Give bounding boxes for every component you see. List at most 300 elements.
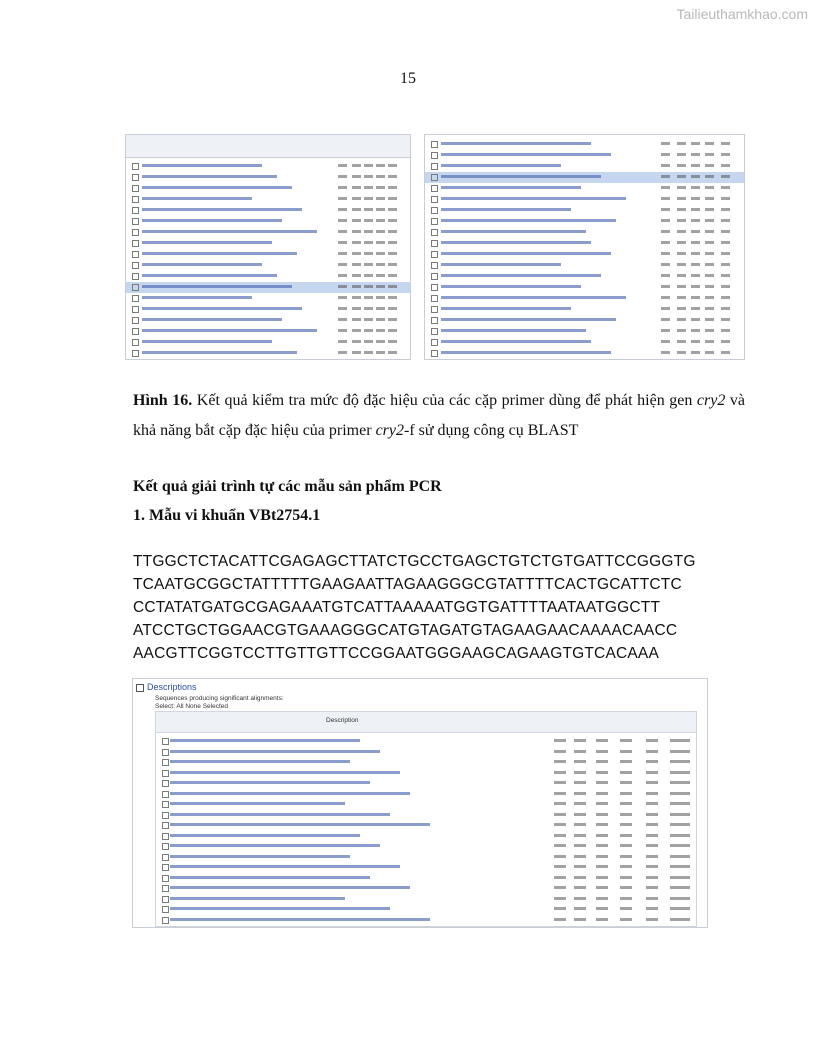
result-row[interactable] [425,260,744,271]
row-value [620,834,632,837]
result-row[interactable] [425,348,744,359]
row-value [352,285,361,288]
row-value [338,307,347,310]
row-value [376,241,385,244]
row-checkbox[interactable] [162,864,169,871]
row-value [620,876,632,879]
row-checkbox[interactable] [431,284,438,291]
row-value [554,918,566,921]
row-checkbox[interactable] [431,141,438,148]
row-value [646,844,658,847]
row-value [661,186,670,189]
row-description[interactable] [142,186,292,189]
row-description[interactable] [441,318,616,321]
row-value [364,197,373,200]
row-description[interactable] [170,886,410,889]
row-description[interactable] [170,823,430,826]
sequence-line: AACGTTCGGTCCTTGTTGTTCCGGAATGGGAAGCAGAAGTGTCACAAA [133,645,659,662]
row-description[interactable] [441,263,561,266]
result-row[interactable] [425,172,744,183]
row-value [352,219,361,222]
row-description[interactable] [441,175,601,178]
result-row[interactable] [156,799,696,810]
row-value [596,918,608,921]
row-checkbox[interactable] [162,822,169,829]
row-value [677,208,686,211]
row-description[interactable] [441,307,571,310]
row-checkbox[interactable] [162,896,169,903]
row-description[interactable] [441,252,611,255]
row-value [554,750,566,753]
page-number: 15 [400,70,416,87]
row-value [352,340,361,343]
row-checkbox[interactable] [431,273,438,280]
result-row[interactable] [126,249,410,260]
result-row[interactable] [126,194,410,205]
row-description[interactable] [170,897,345,900]
row-value [352,164,361,167]
result-row[interactable] [156,883,696,894]
row-value [620,760,632,763]
row-value [691,175,700,178]
row-value [670,855,690,858]
row-value [574,855,586,858]
row-value [670,834,690,837]
result-row[interactable] [126,293,410,304]
row-checkbox[interactable] [431,306,438,313]
row-checkbox[interactable] [431,185,438,192]
results-table-header [156,712,696,733]
row-value [691,241,700,244]
row-value [620,781,632,784]
row-checkbox[interactable] [431,152,438,159]
row-value [364,307,373,310]
row-value [721,208,730,211]
sequence-line: ATCCTGCTGGAACGTGAAAGGGCATGTAGATGTAGAAGAACAAAACAACC [133,622,678,639]
row-checkbox[interactable] [162,801,169,808]
descriptions-title[interactable]: Descriptions [136,682,197,692]
result-row[interactable] [126,271,410,282]
row-value [388,208,397,211]
row-value [574,834,586,837]
result-row[interactable] [126,172,410,183]
blast-descriptions-screenshot [132,678,708,928]
row-description[interactable] [441,340,591,343]
row-value [661,208,670,211]
row-description[interactable] [170,771,400,774]
row-value [376,296,385,299]
row-value [388,197,397,200]
row-checkbox[interactable] [132,163,139,170]
row-checkbox[interactable] [162,917,169,924]
row-description[interactable] [142,274,277,277]
row-value [691,208,700,211]
row-value [554,834,566,837]
row-checkbox[interactable] [132,317,139,324]
row-description[interactable] [170,907,390,910]
row-checkbox[interactable] [431,229,438,236]
row-value [705,153,714,156]
row-value [620,918,632,921]
row-description[interactable] [142,329,317,332]
result-row[interactable] [425,161,744,172]
row-description[interactable] [170,834,360,837]
row-value [352,329,361,332]
row-value [338,252,347,255]
row-value [388,186,397,189]
select-controls[interactable]: Select: All None Selected [155,703,228,710]
row-description[interactable] [441,219,616,222]
row-checkbox[interactable] [162,812,169,819]
row-checkbox[interactable] [431,174,438,181]
row-checkbox[interactable] [132,174,139,181]
row-checkbox[interactable] [132,185,139,192]
row-value [677,263,686,266]
result-row[interactable] [156,915,696,926]
row-checkbox[interactable] [132,229,139,236]
row-value [721,164,730,167]
row-description[interactable] [170,865,400,868]
row-value [352,274,361,277]
row-checkbox[interactable] [431,163,438,170]
row-checkbox[interactable] [162,759,169,766]
row-value [338,164,347,167]
result-row[interactable] [126,260,410,271]
row-checkbox[interactable] [132,262,139,269]
row-description[interactable] [142,307,302,310]
result-row[interactable] [126,337,410,348]
row-value [620,886,632,889]
row-value [554,781,566,784]
row-value [691,296,700,299]
row-value [721,274,730,277]
collapse-icon[interactable] [136,684,144,692]
result-row[interactable] [425,304,744,315]
result-row[interactable] [425,238,744,249]
row-value [620,813,632,816]
row-value [338,318,347,321]
row-value [620,739,632,742]
result-row[interactable] [126,205,410,216]
row-description[interactable] [441,274,601,277]
row-value [338,263,347,266]
result-row[interactable] [425,205,744,216]
row-value [388,263,397,266]
row-checkbox[interactable] [162,906,169,913]
row-value [691,329,700,332]
row-checkbox[interactable] [132,328,139,335]
row-checkbox[interactable] [431,218,438,225]
row-description[interactable] [142,208,302,211]
row-description[interactable] [170,750,380,753]
result-row[interactable] [425,326,744,337]
result-row[interactable] [425,216,744,227]
row-value [705,241,714,244]
row-value [705,142,714,145]
result-row[interactable] [126,326,410,337]
result-row[interactable] [126,315,410,326]
row-value [691,351,700,354]
row-value [574,886,586,889]
result-row[interactable] [425,139,744,150]
row-value [661,164,670,167]
row-value [705,296,714,299]
result-row[interactable] [425,150,744,161]
row-value [721,241,730,244]
row-value [364,208,373,211]
row-value [661,252,670,255]
row-value [388,285,397,288]
result-row[interactable] [126,282,410,293]
row-checkbox[interactable] [431,262,438,269]
row-value [646,865,658,868]
row-value [596,907,608,910]
row-value [574,781,586,784]
result-row[interactable] [156,904,696,915]
row-value [338,285,347,288]
row-description[interactable] [142,263,262,266]
row-value [646,876,658,879]
row-description[interactable] [142,318,282,321]
result-row[interactable] [126,216,410,227]
row-description[interactable] [142,340,272,343]
row-checkbox[interactable] [431,196,438,203]
row-checkbox[interactable] [162,770,169,777]
row-value [352,208,361,211]
row-value [352,318,361,321]
row-value [661,307,670,310]
row-value [661,340,670,343]
row-description[interactable] [170,802,345,805]
row-value [376,263,385,266]
row-description[interactable] [170,739,360,742]
row-checkbox[interactable] [132,284,139,291]
result-row[interactable] [156,736,696,747]
row-value [596,886,608,889]
row-checkbox[interactable] [132,251,139,258]
row-description[interactable] [142,252,297,255]
row-checkbox[interactable] [132,207,139,214]
row-value [620,907,632,910]
row-description[interactable] [441,241,591,244]
result-row[interactable] [425,227,744,238]
row-value [705,318,714,321]
result-row[interactable] [425,194,744,205]
row-value [677,351,686,354]
row-checkbox[interactable] [132,240,139,247]
result-row[interactable] [126,183,410,194]
row-value [677,340,686,343]
row-checkbox[interactable] [132,295,139,302]
row-value [691,340,700,343]
row-checkbox[interactable] [162,833,169,840]
row-value [364,252,373,255]
row-description[interactable] [441,164,561,167]
row-checkbox[interactable] [162,738,169,745]
row-value [554,792,566,795]
row-value [691,252,700,255]
row-description[interactable] [441,153,611,156]
row-checkbox[interactable] [431,317,438,324]
result-row[interactable] [156,789,696,800]
row-description[interactable] [441,142,591,145]
row-value [338,296,347,299]
row-description[interactable] [441,329,586,332]
result-row[interactable] [425,337,744,348]
row-description[interactable] [142,219,282,222]
row-checkbox[interactable] [431,251,438,258]
row-checkbox[interactable] [132,196,139,203]
result-row[interactable] [156,768,696,779]
row-value [705,340,714,343]
result-row[interactable] [126,304,410,315]
row-value [670,886,690,889]
result-row[interactable] [156,810,696,821]
row-value [620,771,632,774]
row-value [721,318,730,321]
row-value [554,844,566,847]
result-row[interactable] [156,747,696,758]
row-value [376,340,385,343]
row-value [364,329,373,332]
row-description[interactable] [170,813,390,816]
row-description[interactable] [170,918,430,921]
row-description[interactable] [441,296,626,299]
result-row[interactable] [425,315,744,326]
result-row[interactable] [126,161,410,172]
row-value [677,329,686,332]
row-value [364,230,373,233]
row-value [646,907,658,910]
row-description[interactable] [142,197,252,200]
row-checkbox[interactable] [132,339,139,346]
row-value [646,739,658,742]
row-checkbox[interactable] [162,749,169,756]
column-description: Description [326,717,359,724]
row-description[interactable] [142,296,252,299]
result-row[interactable] [156,757,696,768]
row-description[interactable] [142,351,297,354]
row-value [705,329,714,332]
row-value [620,844,632,847]
row-checkbox[interactable] [132,273,139,280]
row-checkbox[interactable] [162,791,169,798]
row-value [691,274,700,277]
row-value [596,771,608,774]
row-value [661,274,670,277]
result-row[interactable] [126,227,410,238]
row-value [338,351,347,354]
row-value [691,285,700,288]
row-description[interactable] [170,876,370,879]
dna-sequence [133,550,753,665]
row-value [646,760,658,763]
row-value [338,274,347,277]
row-value [338,230,347,233]
row-description[interactable] [441,351,611,354]
row-description[interactable] [441,230,586,233]
result-row[interactable] [156,862,696,873]
row-description[interactable] [170,844,380,847]
row-value [677,285,686,288]
result-row[interactable] [156,852,696,863]
row-value [364,186,373,189]
result-row[interactable] [156,778,696,789]
row-checkbox[interactable] [162,885,169,892]
row-description[interactable] [142,164,262,167]
row-value [596,855,608,858]
row-checkbox[interactable] [162,875,169,882]
result-row[interactable] [156,841,696,852]
row-value [364,285,373,288]
row-description[interactable] [142,241,272,244]
row-checkbox[interactable] [431,240,438,247]
row-checkbox[interactable] [431,339,438,346]
row-description[interactable] [170,760,350,763]
result-row[interactable] [156,831,696,842]
row-value [376,351,385,354]
result-row[interactable] [425,183,744,194]
result-row[interactable] [126,238,410,249]
result-row[interactable] [425,249,744,260]
row-value [620,823,632,826]
row-checkbox[interactable] [431,207,438,214]
row-value [574,792,586,795]
row-checkbox[interactable] [431,350,438,357]
row-value [661,263,670,266]
row-description[interactable] [170,855,350,858]
row-checkbox[interactable] [431,328,438,335]
row-value [364,219,373,222]
row-description[interactable] [142,285,292,288]
row-checkbox[interactable] [132,306,139,313]
result-row[interactable] [425,271,744,282]
row-description[interactable] [170,792,410,795]
row-value [705,274,714,277]
blast-screenshot-left [125,134,411,360]
row-description[interactable] [170,781,370,784]
result-row[interactable] [126,348,410,359]
row-value [388,274,397,277]
row-checkbox[interactable] [162,854,169,861]
row-value [338,329,347,332]
row-description[interactable] [441,186,581,189]
result-row[interactable] [425,293,744,304]
result-row[interactable] [156,873,696,884]
row-description[interactable] [441,208,571,211]
row-value [646,771,658,774]
row-checkbox[interactable] [162,780,169,787]
result-row[interactable] [425,282,744,293]
row-value [596,876,608,879]
row-checkbox[interactable] [132,350,139,357]
row-value [646,781,658,784]
row-value [574,865,586,868]
row-value [670,739,690,742]
row-description[interactable] [441,197,626,200]
row-value [596,865,608,868]
row-checkbox[interactable] [162,843,169,850]
result-row[interactable] [156,820,696,831]
row-description[interactable] [142,230,317,233]
row-description[interactable] [142,175,277,178]
result-row[interactable] [156,894,696,905]
row-value [691,142,700,145]
row-checkbox[interactable] [431,295,438,302]
row-value [670,907,690,910]
row-checkbox[interactable] [132,218,139,225]
row-description[interactable] [441,285,581,288]
